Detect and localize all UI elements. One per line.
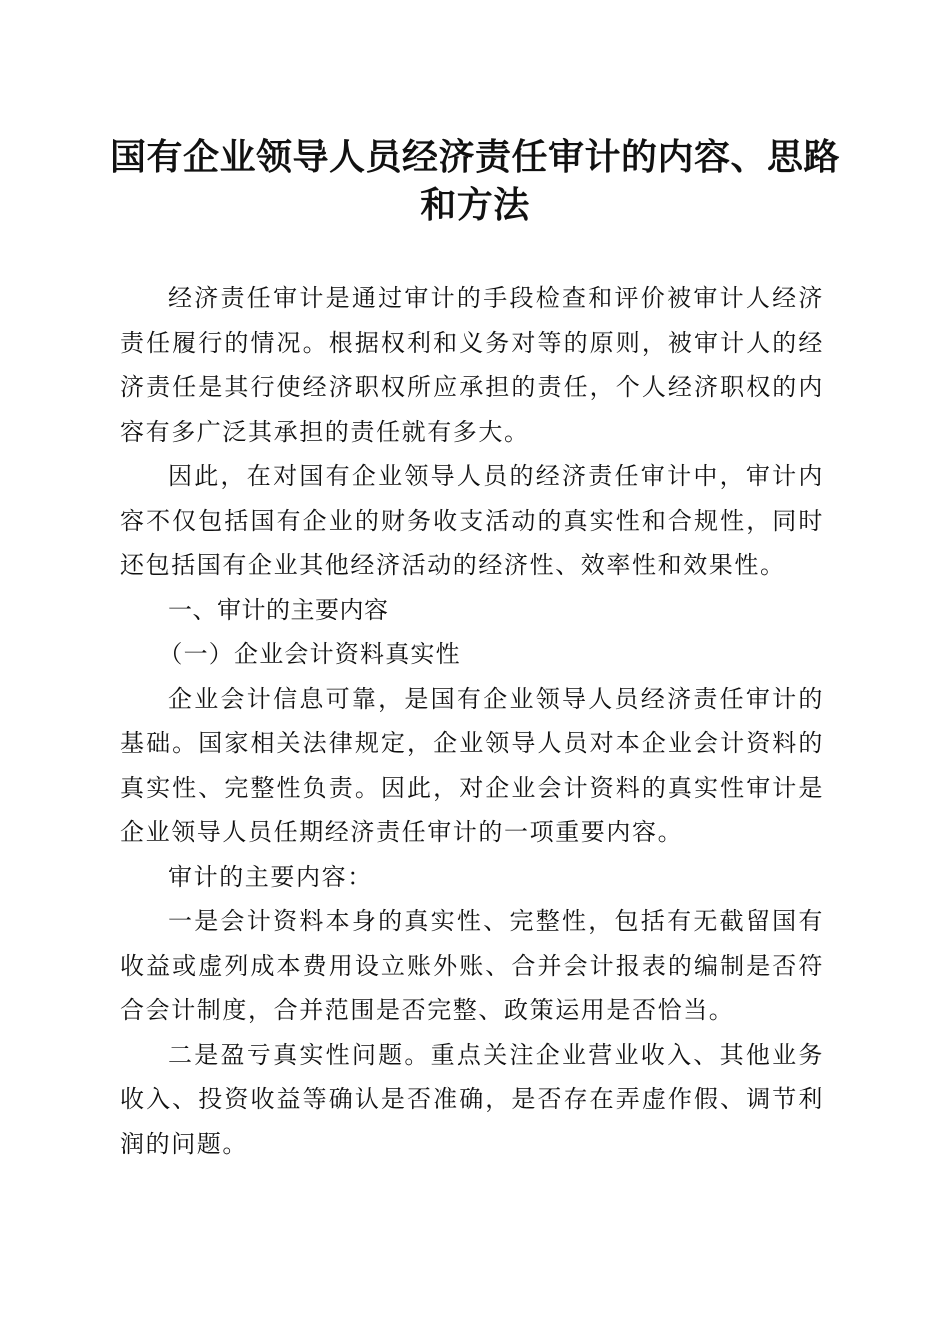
paragraph-scope: 因此，在对国有企业领导人员的经济责任审计中，审计内容不仅包括国有企业的财务收支活动的真实性和合规性，同时还包括国有企业其他经济活动的经济性、效率性和效果性。 — [120, 462, 824, 579]
paragraph-point-two: 二是盈亏真实性问题。重点关注企业营业收入、其他业务收入、投资收益等确认是否准确，是否存在弄虚作假、调节利润的问题。 — [120, 1040, 824, 1158]
paragraph-point-one: 一是会计资料本身的真实性、完整性，包括有无截留国有收益或虚列成本费用设立账外账、合并会计报表的编制是否符合会计制度，合并范围是否完整、政策运用是否恰当。 — [120, 907, 824, 1024]
title-line-1: 国有企业领导人员经济责任审计的内容、思路 — [110, 136, 841, 178]
title-line-2: 和方法 — [420, 184, 530, 226]
document-body — [120, 276, 824, 1166]
document-title — [110, 133, 840, 229]
paragraph-intro: 经济责任审计是通过审计的手段检查和评价被审计人经济责任履行的情况。根据权利和义务对等的原则，被审计人的经济责任是其行使经济职权所应承担的责任，个人经济职权的内容有多广泛其承担的责任就有多大。 — [120, 284, 824, 446]
subsection-heading-accounting-authenticity: （一）企业会计资料真实性 — [158, 640, 461, 668]
paragraph-accounting-basis: 企业会计信息可靠，是国有企业领导人员经济责任审计的基础。国家相关法律规定，企业领导人员对本企业会计资料的真实性、完整性负责。因此，对企业会计资料的真实性审计是企业领导人员任期经济责任审计的一项重要内容。 — [120, 684, 824, 846]
paragraph-main-content-label: 审计的主要内容： — [168, 862, 373, 891]
section-heading-main-content: 一、审计的主要内容 — [168, 595, 389, 624]
